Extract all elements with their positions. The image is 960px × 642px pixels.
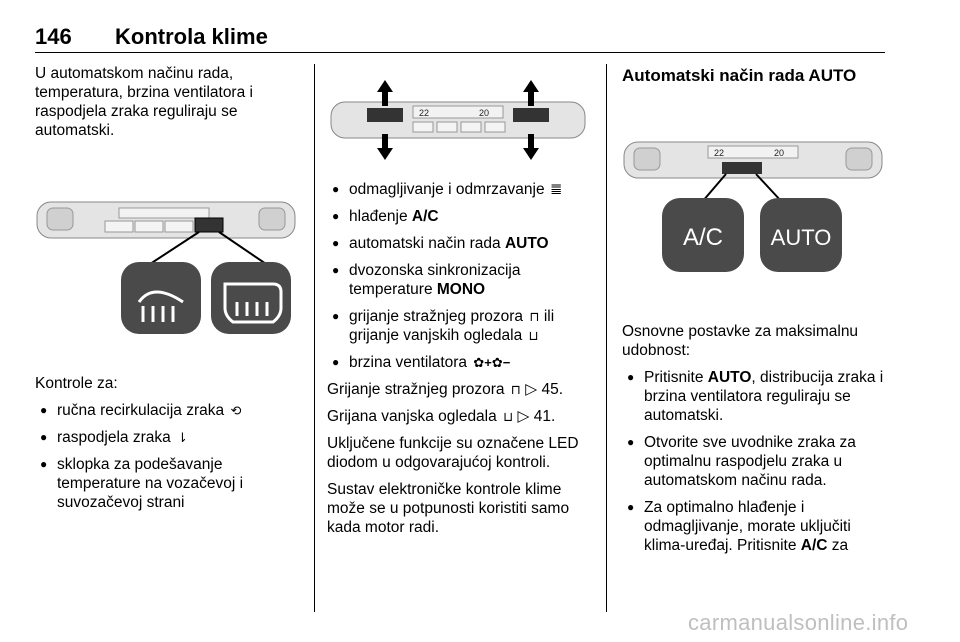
list-item: ● automatski način rada AUTO [327, 234, 599, 253]
reference-rear-window: Grijanje stražnjeg prozora ⊓ ▷ 45. [327, 381, 564, 398]
mirror-heat-icon: ⊔ [503, 409, 514, 424]
column-left [35, 64, 305, 148]
controls-block [35, 374, 305, 520]
list-item: ● Pritisnite AUTO, distribucija zraka i brzina ventilatora reguliraju se automatski. [622, 368, 892, 425]
watermark: carmanualsonline.info [688, 610, 909, 635]
list-item: ● Otvorite sve uvodnike zraka za optimalnu raspodjelu zraka u automatskom načinu rada. [622, 433, 892, 490]
comfort-intro: Osnovne postavke za maksimalnu udobnost: [622, 323, 859, 359]
controls-label: Kontrole za: [35, 375, 118, 392]
functions-list [327, 180, 599, 372]
column-divider [314, 64, 315, 612]
ac-button-label: A/C [682, 224, 724, 251]
recirculation-icon: ⟲ [230, 403, 242, 418]
list-item: ● sklopka za podešavanje temperature na vozačevoj i suvozačevoj strani [35, 455, 305, 512]
engine-note: Sustav elektroničke kontrole klime može se u potpunosti koristiti samo kada motor radi. [327, 481, 570, 536]
column-middle [327, 180, 599, 545]
list-item: ● odmagljivanje i odmrzavanje 𝍤 [327, 180, 599, 199]
list-item: ● ručna recirkulacija zraka ⟲ [35, 401, 305, 420]
list-item: ● grijanje stražnjeg prozora ⊓ ili grijanje vanjskih ogledala ⊔ [327, 307, 599, 345]
page-title: Kontrola klime [115, 24, 268, 49]
panel-temp-left: 22 [419, 108, 430, 118]
panel-temp-left: 22 [714, 148, 725, 158]
auto-mode-block [622, 322, 892, 563]
defrost-icon: 𝍤 [550, 182, 562, 197]
column-divider [606, 64, 607, 612]
rear-window-heat-icon: ⊓ [510, 382, 521, 397]
figure-ac-auto-buttons [622, 136, 884, 276]
page-header [35, 24, 885, 53]
list-item: ● hlađenje A/C [327, 207, 599, 226]
panel-temp-right: 20 [479, 108, 490, 118]
list-item: ● brzina ventilatora ✿+✿− [327, 353, 599, 372]
rear-window-heat-icon [121, 262, 201, 334]
figure-panel-arrows [327, 78, 589, 162]
reference-mirrors: Grijana vanjska ogledala ⊔ ▷ 41. [327, 408, 556, 425]
figure-rear-defrost-buttons [35, 196, 297, 340]
auto-button-label: AUTO [770, 225, 832, 250]
section-heading: Automatski način rada AUTO [622, 66, 857, 85]
intro-text: U automatskom načinu rada, temperatura, brzina ventilatora i raspodjela zraka reguliraju se automatski. [35, 65, 253, 139]
panel-temp-right: 20 [774, 148, 785, 158]
fan-speed-icon: ✿+✿− [473, 355, 511, 370]
column-right [622, 66, 892, 93]
air-distribution-icon: ⇂ [177, 430, 188, 445]
controls-list [35, 401, 305, 512]
page-ref-icon: ▷ [525, 381, 538, 398]
list-item: ● dvozonska sinkronizacija temperature MONO [327, 261, 599, 299]
rear-window-heat-icon: ⊓ [529, 309, 540, 324]
auto-steps-list [622, 368, 892, 555]
mirror-heat-icon: ⊔ [528, 328, 539, 343]
led-note: Uključene funkcije su označene LED diodom u odgovarajućoj kontroli. [327, 435, 579, 471]
list-item: ● raspodjela zraka ⇂ [35, 428, 305, 447]
page-ref-icon: ▷ [517, 408, 530, 425]
page-number: 146 [35, 24, 72, 49]
list-item: ● Za optimalno hlađenje i odmagljivanje, morate uključiti klima-uređaj. Pritisnite A/C za [622, 498, 892, 555]
